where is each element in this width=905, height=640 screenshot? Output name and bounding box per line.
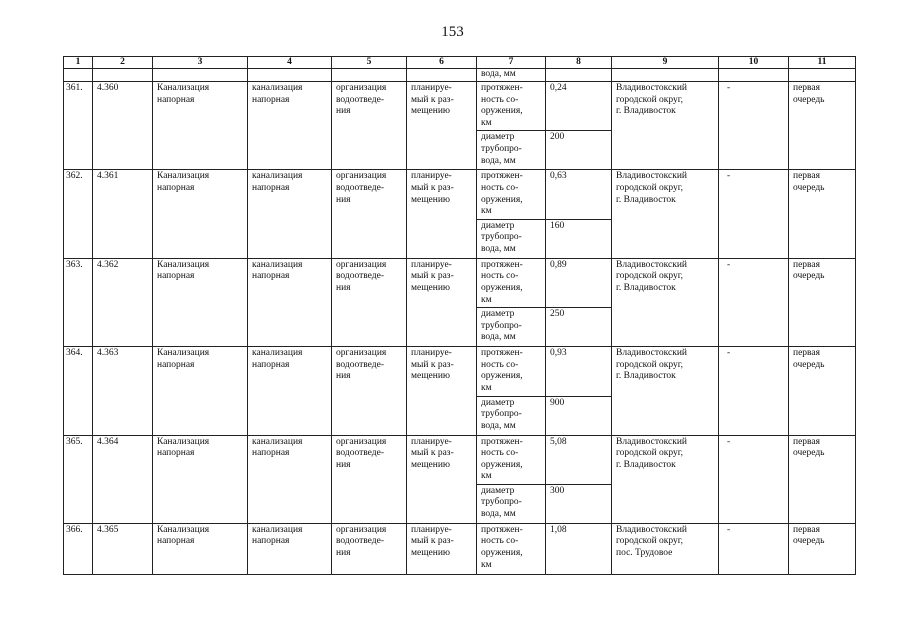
row-number: 361.: [64, 82, 93, 170]
row-number: 363.: [64, 258, 93, 346]
param-cell: диаметр трубопро- вода, мм: [477, 131, 546, 170]
object-name: Канализация напорная: [153, 258, 248, 346]
col-header: 10: [719, 57, 789, 69]
value-cell: 250: [546, 308, 612, 347]
object-name: Канализация напорная: [153, 347, 248, 435]
table-row: [64, 258, 856, 307]
stage-cell: первая очередь: [789, 82, 856, 170]
param-cell: протяжен- ность со- оружения, км: [477, 347, 546, 396]
stage-cell: первая очередь: [789, 347, 856, 435]
value-cell: 0,63: [546, 170, 612, 219]
row-number: 362.: [64, 170, 93, 258]
value-cell: 300: [546, 484, 612, 523]
param-cell: диаметр трубопро- вода, мм: [477, 484, 546, 523]
value-cell: 200: [546, 131, 612, 170]
col-header: 6: [407, 57, 477, 69]
value-cell: 0,93: [546, 347, 612, 396]
object-status: планируе- мый к раз- мещению: [407, 435, 477, 523]
stage-cell: первая очередь: [789, 435, 856, 523]
object-name: Канализация напорная: [153, 435, 248, 523]
object-purpose: организация водоотведе- ния: [332, 82, 407, 170]
zone-cell: -: [719, 170, 789, 258]
stage-cell: первая очередь: [789, 523, 856, 574]
stage-cell: первая очередь: [789, 258, 856, 346]
object-code: 4.362: [93, 258, 153, 346]
param-cell: диаметр трубопро- вода, мм: [477, 396, 546, 435]
object-code: 4.360: [93, 82, 153, 170]
object-name: Канализация напорная: [153, 170, 248, 258]
stage-cell: первая очередь: [789, 170, 856, 258]
table-row: [64, 82, 856, 131]
objects-table: [63, 56, 856, 575]
param-cell: протяжен- ность со- оружения, км: [477, 82, 546, 131]
object-purpose: организация водоотведе- ния: [332, 523, 407, 574]
page-number: 153: [441, 24, 464, 40]
col-header: 4: [248, 57, 332, 69]
param-cell: протяжен- ность со- оружения, км: [477, 435, 546, 484]
object-code: 4.364: [93, 435, 153, 523]
param-cell: вода, мм: [477, 69, 546, 82]
table-row: [64, 435, 856, 484]
param-cell: протяжен- ность со- оружения, км: [477, 258, 546, 307]
location-cell: Владивостокский городской округ, пос. Трудовое: [612, 523, 719, 574]
row-number: 365.: [64, 435, 93, 523]
col-header: 1: [64, 57, 93, 69]
location-cell: Владивостокский городской округ, г. Владивосток: [612, 435, 719, 523]
object-status: планируе- мый к раз- мещению: [407, 523, 477, 574]
param-cell: протяжен- ность со- оружения, км: [477, 170, 546, 219]
object-status: планируе- мый к раз- мещению: [407, 258, 477, 346]
object-purpose: организация водоотведе- ния: [332, 170, 407, 258]
value-cell: 900: [546, 396, 612, 435]
location-cell: Владивостокский городской округ, г. Владивосток: [612, 347, 719, 435]
value-cell: 160: [546, 219, 612, 258]
object-name: Канализация напорная: [153, 523, 248, 574]
continuation-row: [64, 69, 856, 82]
value-cell: 1,08: [546, 523, 612, 574]
param-cell: протяжен- ность со- оружения, км: [477, 523, 546, 574]
object-purpose: организация водоотведе- ния: [332, 347, 407, 435]
object-type: канализация напорная: [248, 347, 332, 435]
header-row: [64, 57, 856, 69]
table-row: [64, 170, 856, 219]
zone-cell: -: [719, 258, 789, 346]
value-cell: 0,89: [546, 258, 612, 307]
zone-cell: -: [719, 435, 789, 523]
object-code: 4.361: [93, 170, 153, 258]
value-cell: 0,24: [546, 82, 612, 131]
object-status: планируе- мый к раз- мещению: [407, 82, 477, 170]
row-number: 366.: [64, 523, 93, 574]
value-cell: 5,08: [546, 435, 612, 484]
col-header: 2: [93, 57, 153, 69]
object-status: планируе- мый к раз- мещению: [407, 347, 477, 435]
col-header: 9: [612, 57, 719, 69]
row-number: 364.: [64, 347, 93, 435]
table-row: [64, 347, 856, 396]
table-row: [64, 523, 856, 574]
zone-cell: -: [719, 523, 789, 574]
object-type: канализация напорная: [248, 435, 332, 523]
object-purpose: организация водоотведе- ния: [332, 435, 407, 523]
zone-cell: -: [719, 82, 789, 170]
col-header: 5: [332, 57, 407, 69]
object-type: канализация напорная: [248, 523, 332, 574]
object-type: канализация напорная: [248, 170, 332, 258]
location-cell: Владивостокский городской округ, г. Владивосток: [612, 258, 719, 346]
col-header: 7: [477, 57, 546, 69]
object-name: Канализация напорная: [153, 82, 248, 170]
object-purpose: организация водоотведе- ния: [332, 258, 407, 346]
col-header: 3: [153, 57, 248, 69]
object-type: канализация напорная: [248, 82, 332, 170]
object-type: канализация напорная: [248, 258, 332, 346]
location-cell: Владивостокский городской округ, г. Владивосток: [612, 82, 719, 170]
zone-cell: -: [719, 347, 789, 435]
col-header: 8: [546, 57, 612, 69]
object-status: планируе- мый к раз- мещению: [407, 170, 477, 258]
param-cell: диаметр трубопро- вода, мм: [477, 219, 546, 258]
object-code: 4.365: [93, 523, 153, 574]
object-code: 4.363: [93, 347, 153, 435]
location-cell: Владивостокский городской округ, г. Владивосток: [612, 170, 719, 258]
param-cell: диаметр трубопро- вода, мм: [477, 308, 546, 347]
col-header: 11: [789, 57, 856, 69]
